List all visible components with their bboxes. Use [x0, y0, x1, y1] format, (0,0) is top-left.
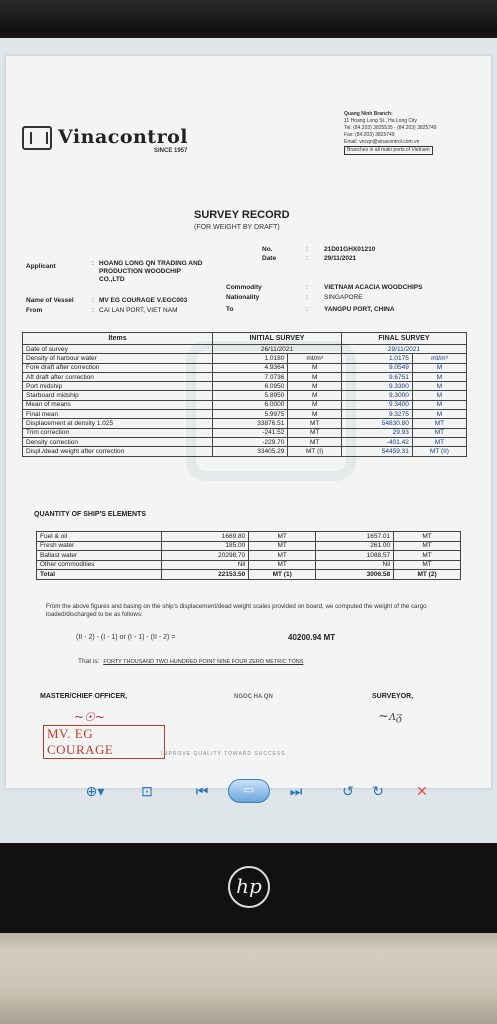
value-cell: 9.3300 [341, 382, 412, 391]
item-cell: Displ./dead weight after correction [23, 447, 213, 456]
value-cell: 9.3000 [341, 391, 412, 400]
item-cell: Density correction [23, 437, 213, 446]
date-value: 29/11/2021 [324, 255, 357, 262]
quantity-cell: MT [394, 560, 461, 570]
words-value: FORTY THOUSAND TWO HUNDRED POINT NINE FOUR ZERO METRIC TONS [103, 659, 304, 665]
quantity-cell: MT [394, 532, 461, 542]
elements-row [37, 560, 461, 570]
result-value: 40200.94 MT [288, 633, 336, 642]
value-cell: mt/m³ [412, 354, 466, 363]
value-cell: M [288, 410, 342, 419]
branch-info [344, 111, 484, 155]
value-cell: M [288, 400, 342, 409]
vessel-label: Name of Vessel [26, 297, 74, 304]
quantity-cell: 20298.70 [162, 551, 249, 561]
survey-table [22, 332, 467, 457]
value-cell: MT [412, 419, 466, 428]
colon: : [306, 306, 308, 313]
value-cell: M [412, 382, 466, 391]
element-cell: Fresh water [37, 541, 162, 551]
vinacontrol-logo [22, 126, 188, 150]
scale-icon [22, 126, 52, 150]
table-row [23, 410, 467, 419]
table-row [23, 419, 467, 428]
elements-section-title: QUANTITY OF SHIP'S ELEMENTS [34, 511, 146, 518]
table-header: INITIAL SURVEY [213, 333, 342, 345]
colon: : [92, 307, 94, 314]
colon: : [92, 297, 94, 304]
quantity-cell: 185.00 [162, 541, 249, 551]
laptop-base [0, 933, 497, 1024]
value-cell: MT (II) [412, 447, 466, 456]
element-cell: Total [37, 570, 162, 580]
commodity-label: Commodity [226, 284, 262, 291]
elements-table [36, 531, 461, 580]
words-label: That is: [78, 658, 100, 665]
value-cell: 6.0950 [213, 382, 288, 391]
item-cell: Date of survey [23, 345, 213, 354]
item-cell: Displacement at density 1.025 [23, 419, 213, 428]
nationality-label: Nationality [226, 294, 260, 301]
table-row [23, 363, 467, 372]
calculation-paragraph: From the above figures and basing on the ship's displacement/dead weight scales provided on board, we computed the weight of the cargo loaded/discharged to be as follows: [46, 603, 427, 618]
value-cell: 29.93 [341, 428, 412, 437]
elements-row [37, 532, 461, 542]
value-cell: -401.42 [341, 437, 412, 446]
element-cell: Fuel & oil [37, 532, 162, 542]
table-header: Items [23, 333, 213, 345]
quantity-cell: MT [394, 551, 461, 561]
quantity-cell: MT [249, 532, 316, 542]
item-cell: Final mean [23, 410, 213, 419]
quantity-cell: MT (1) [249, 570, 316, 580]
item-cell: Starboard midship [23, 391, 213, 400]
vessel-stamp: MV. EG COURAGE [43, 725, 165, 759]
elements-row [37, 541, 461, 551]
table-row [23, 428, 467, 437]
slideshow-button[interactable]: ▭ [228, 779, 270, 803]
item-cell: Density of harbour water [23, 354, 213, 363]
value-cell: -241.52 [213, 428, 288, 437]
document-subtitle: (FOR WEIGHT BY DRAFT) [194, 224, 280, 231]
formula: (II - 2) - (I - 1) or (I - 1) - (II - 2) = [76, 634, 176, 641]
table-row [23, 345, 467, 354]
quantity-cell: 22153.50 [162, 570, 249, 580]
delete-icon[interactable]: ✕ [416, 783, 428, 799]
next-icon[interactable]: ⏭ [289, 783, 303, 799]
to-value: YANGPU PORT, CHINA [324, 306, 395, 313]
value-cell: M [412, 363, 466, 372]
master-label: MASTER/CHIEF OFFICER, [40, 693, 128, 700]
branch-boxed: Branches in all main ports of Vietnam [344, 146, 433, 155]
colon: : [92, 260, 94, 267]
value-cell: M [288, 372, 342, 381]
words-line [78, 658, 303, 665]
surveyor-signature: ~ᴧᵹ [378, 709, 403, 724]
value-cell: MT [288, 428, 342, 437]
zoom-icon[interactable]: ⊕▾ [85, 783, 105, 799]
quantity-cell: MT (2) [394, 570, 461, 580]
value-cell: M [288, 363, 342, 372]
from-label: From [26, 307, 43, 314]
quantity-cell: Nil [162, 560, 249, 570]
colon: : [306, 255, 308, 262]
value-cell: 4.9364 [213, 363, 288, 372]
table-row [23, 382, 467, 391]
table-row [23, 437, 467, 446]
colon: : [306, 294, 308, 301]
value-cell: 6.0000 [213, 400, 288, 409]
value-cell: MT [412, 428, 466, 437]
quantity-cell: MT [249, 551, 316, 561]
value-cell: M [412, 372, 466, 381]
value-cell: M [412, 400, 466, 409]
element-cell: Ballast water [37, 551, 162, 561]
quantity-cell: MT [249, 541, 316, 551]
value-cell: 54459.31 [341, 447, 412, 456]
value-cell: 26/11/2021 [213, 345, 342, 354]
element-cell: Other commodities [37, 560, 162, 570]
motto: IMPROVE QUALITY TOWARD SUCCESS [161, 751, 286, 757]
branch-line: Quang Ninh Branch: [344, 111, 393, 117]
value-cell: 1.0180 [213, 354, 288, 363]
rotate-left-icon[interactable]: ↺ [342, 783, 354, 799]
value-cell: M [288, 391, 342, 400]
item-cell: Trim correction [23, 428, 213, 437]
value-cell: 7.0736 [213, 372, 288, 381]
value-cell: 29/11/2021 [341, 345, 466, 354]
witness-label: NGOC HA QN [234, 694, 273, 700]
date-label: Date [262, 255, 277, 262]
survey-document [6, 56, 491, 788]
colon: : [306, 246, 308, 253]
value-cell: 9.3400 [341, 400, 412, 409]
value-cell: 33405.29 [213, 447, 288, 456]
elements-row [37, 551, 461, 561]
quantity-cell: 1657.01 [316, 532, 394, 542]
surveyor-label: SURVEYOR, [372, 693, 414, 700]
logo-text: Vinacontrol [58, 126, 188, 148]
table-header: FINAL SURVEY [341, 333, 466, 345]
quantity-cell: 1088.57 [316, 551, 394, 561]
item-cell: Port midship [23, 382, 213, 391]
value-cell: M [288, 382, 342, 391]
hp-logo: hp [228, 866, 270, 908]
vessel-value: MV EG COURAGE V.EGC003 [99, 297, 188, 304]
table-row [23, 354, 467, 363]
fit-window-icon[interactable]: ⊡ [141, 783, 153, 799]
monitor-screen [0, 38, 497, 843]
table-row [23, 391, 467, 400]
value-cell: M [412, 391, 466, 400]
branch-line: 11 Hoang Long St., Ha Long City [344, 118, 418, 124]
quantity-cell: 1669.80 [162, 532, 249, 542]
value-cell: 5.8950 [213, 391, 288, 400]
previous-icon[interactable]: ⏮ [195, 783, 209, 799]
branch-line: Email: vncqn@vinacontrol.com.vn [344, 139, 420, 145]
value-cell: MT [288, 419, 342, 428]
branch-line: Tel: (84.203) 3825535 - (84.203) 3825749 [344, 125, 437, 131]
value-cell: 54830.80 [341, 419, 412, 428]
elements-row [37, 570, 461, 580]
value-cell: 9.6751 [341, 372, 412, 381]
from-value: CAI LAN PORT, VIET NAM [99, 307, 178, 314]
table-row [23, 372, 467, 381]
value-cell: 5.9975 [213, 410, 288, 419]
nationality-value: SINGAPORE [324, 294, 363, 301]
value-cell: 9.0549 [341, 363, 412, 372]
value-cell: 1.0175 [341, 354, 412, 363]
quantity-cell: 3006.58 [316, 570, 394, 580]
quantity-cell: Nil [316, 560, 394, 570]
master-signature: ~☉~ [74, 710, 105, 724]
value-cell: MT [412, 437, 466, 446]
table-row [23, 400, 467, 409]
value-cell: MT [288, 437, 342, 446]
document-title: SURVEY RECORD [194, 209, 290, 221]
branch-line: Fax: (84.203) 3825749 [344, 132, 395, 138]
rotate-right-icon[interactable]: ↻ [372, 783, 384, 799]
viewer-toolbar [0, 773, 497, 813]
item-cell: Fore draft after correction [23, 363, 213, 372]
quantity-cell: 261.00 [316, 541, 394, 551]
applicant-value: HOANG LONG QN TRADING AND PRODUCTION WOODCHIP CO.,LTD [99, 260, 203, 283]
to-label: To [226, 306, 234, 313]
no-value: 21D01GHX01210 [324, 246, 376, 253]
table-header-row [23, 333, 467, 345]
since-text: SINCE 1957 [154, 148, 188, 154]
value-cell: -229.70 [213, 437, 288, 446]
value-cell: MT (I) [288, 447, 342, 456]
item-cell: Aft draft after correction [23, 372, 213, 381]
table-row [23, 447, 467, 456]
quantity-cell: MT [394, 541, 461, 551]
applicant-label: Applicant [26, 263, 56, 270]
value-cell: mt/m³ [288, 354, 342, 363]
item-cell: Mean of means [23, 400, 213, 409]
colon: : [306, 284, 308, 291]
value-cell: 9.3275 [341, 410, 412, 419]
quantity-cell: MT [249, 560, 316, 570]
value-cell: M [412, 410, 466, 419]
no-label: No. [262, 246, 273, 253]
value-cell: 33876.51 [213, 419, 288, 428]
branch-line [344, 146, 484, 155]
commodity-value: VIETNAM ACACIA WOODCHIPS [324, 284, 423, 291]
